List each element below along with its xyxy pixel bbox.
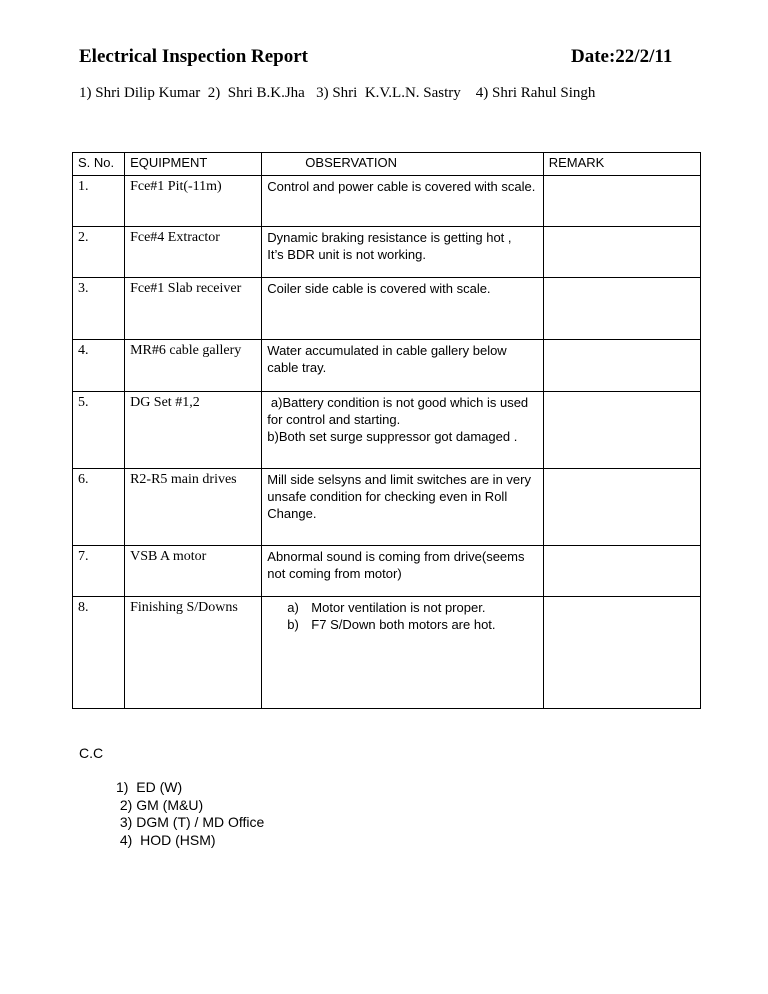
cell-sno: 4. bbox=[73, 340, 125, 392]
cell-equipment: Finishing S/Downs bbox=[125, 597, 262, 709]
cell-equipment: Fce#1 Pit(-11m) bbox=[125, 176, 262, 227]
cell-sno: 3. bbox=[73, 278, 125, 340]
cell-remark bbox=[543, 469, 700, 546]
table-row bbox=[73, 597, 701, 709]
cell-equipment: MR#6 cable gallery bbox=[125, 340, 262, 392]
table-row bbox=[73, 546, 701, 597]
cc-item: 4) HOD (HSM) bbox=[116, 831, 216, 848]
cell-remark bbox=[543, 546, 700, 597]
cell-observation bbox=[262, 278, 543, 340]
cell-observation bbox=[262, 340, 543, 392]
cell-observation bbox=[262, 227, 543, 278]
observation-text: Abnormal sound is coming from drive(seems not coming from motor) bbox=[267, 549, 529, 581]
cell-observation bbox=[262, 469, 543, 546]
table-row bbox=[73, 227, 701, 278]
table-row bbox=[73, 469, 701, 546]
observation-text: It’s BDR unit is not working. bbox=[267, 247, 426, 262]
cc-item: 1) ED (W) bbox=[116, 779, 183, 795]
header-remark: REMARK bbox=[543, 153, 700, 176]
report-date: Date:22/2/11 bbox=[571, 46, 673, 67]
header-sno: S. No. bbox=[73, 153, 125, 176]
observation-text: Coiler side cable is covered with scale. bbox=[267, 281, 491, 296]
cell-equipment: Fce#1 Slab receiver bbox=[125, 278, 262, 340]
list-item bbox=[287, 616, 537, 633]
cell-observation bbox=[262, 546, 543, 597]
cell-remark bbox=[543, 597, 700, 709]
cell-sno: 5. bbox=[73, 392, 125, 469]
cc-item: 2) GM (M&U) bbox=[116, 796, 204, 813]
cell-equipment: R2-R5 main drives bbox=[125, 469, 262, 546]
table-row bbox=[73, 340, 701, 392]
observation-text: b)Both set surge suppressor got damaged . bbox=[267, 429, 518, 444]
observation-text: a)Battery condition is not good which is used for control and starting. bbox=[267, 395, 532, 427]
header-equipment: EQUIPMENT bbox=[125, 153, 262, 176]
cc-item: 3) DGM (T) / MD Office bbox=[116, 814, 265, 830]
cell-remark bbox=[543, 176, 700, 227]
observation-text: Dynamic braking resistance is getting hot , bbox=[267, 230, 512, 245]
cell-sno: 8. bbox=[73, 597, 125, 709]
table-row bbox=[73, 176, 701, 227]
list-item-text: Motor ventilation is not proper. bbox=[311, 600, 486, 615]
observation-text: Water accumulated in cable gallery below cable tray. bbox=[267, 343, 511, 375]
list-item-text: F7 S/Down both motors are hot. bbox=[311, 617, 496, 632]
table-header-row bbox=[73, 153, 701, 176]
table-row bbox=[73, 278, 701, 340]
cell-equipment: DG Set #1,2 bbox=[125, 392, 262, 469]
cell-remark bbox=[543, 340, 700, 392]
observation-list bbox=[267, 599, 537, 633]
cc-list bbox=[116, 779, 264, 849]
observation-text: Control and power cable is covered with scale. bbox=[267, 179, 536, 194]
cc-heading: C.C bbox=[79, 745, 104, 761]
cell-observation bbox=[262, 597, 543, 709]
list-item bbox=[287, 599, 537, 616]
cell-observation bbox=[262, 392, 543, 469]
observation-text: Mill side selsyns and limit switches are in very unsafe condition for checking even in Roll Change. bbox=[267, 472, 535, 521]
cell-sno: 2. bbox=[73, 227, 125, 278]
cell-sno: 6. bbox=[73, 469, 125, 546]
report-title: Electrical Inspection Report bbox=[79, 46, 309, 67]
cell-remark bbox=[543, 392, 700, 469]
cell-sno: 7. bbox=[73, 546, 125, 597]
cell-remark bbox=[543, 278, 700, 340]
header-observation: OBSERVATION bbox=[262, 153, 543, 176]
inspectors-line: 1) Shri Dilip Kumar 2) Shri B.K.Jha 3) Shri K.V.L.N. Sastry 4) Shri Rahul Singh bbox=[79, 85, 596, 101]
list-item-label: b) bbox=[287, 617, 299, 632]
cell-equipment: Fce#4 Extractor bbox=[125, 227, 262, 278]
inspection-table bbox=[72, 152, 701, 709]
cell-sno: 1. bbox=[73, 176, 125, 227]
cell-equipment: VSB A motor bbox=[125, 546, 262, 597]
table-row bbox=[73, 392, 701, 469]
list-item-label: a) bbox=[287, 600, 299, 615]
cell-remark bbox=[543, 227, 700, 278]
cell-observation bbox=[262, 176, 543, 227]
